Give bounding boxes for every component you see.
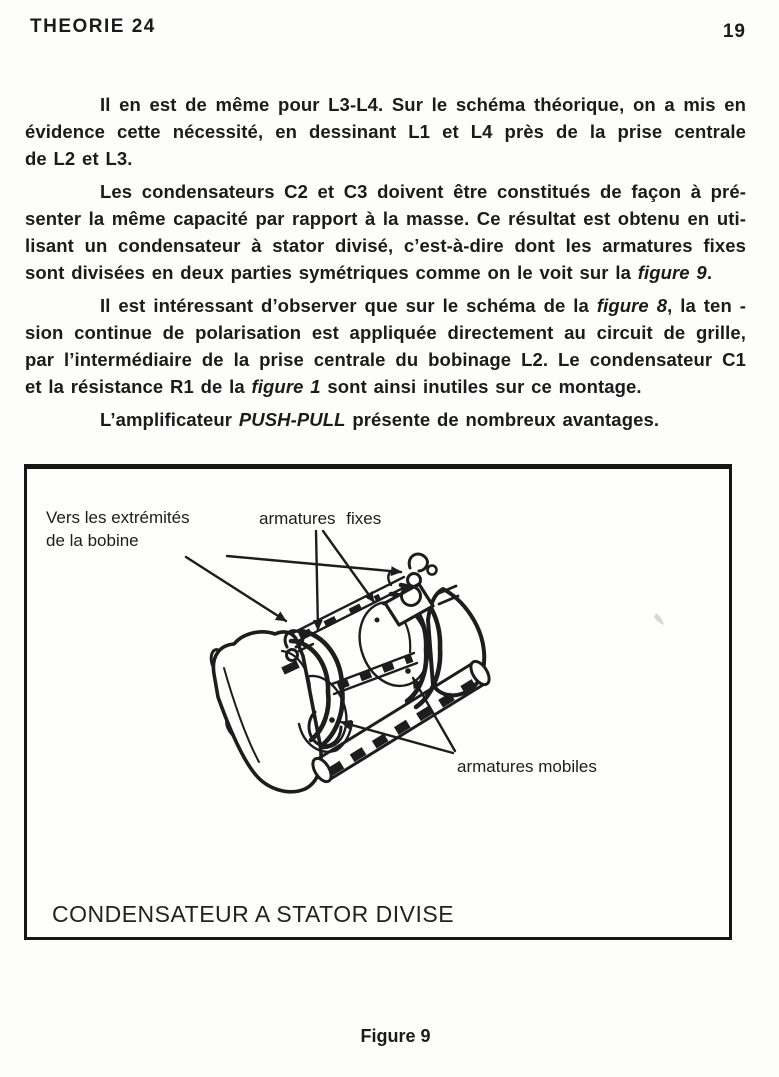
text-line: Il est intéressant d’observer que sur le schéma de la figure 8, la ten - (100, 295, 747, 316)
label-moving-plates: armatures mobiles (457, 757, 597, 776)
text-line: sont divisées en deux parties symétriques comme on le voit sur la figure 9. (25, 262, 713, 283)
page-number: 19 (722, 21, 746, 42)
figure-caption: Figure 9 (360, 1026, 431, 1046)
paragraph (25, 178, 746, 286)
text-line: et la résistance R1 de la figure 1 sont ainsi inutiles sur ce montage. (25, 376, 642, 397)
paragraph (25, 91, 746, 172)
page-header-title: THEORIE 24 (30, 16, 156, 37)
label-coil-ends-line2: de la bobine (46, 531, 139, 550)
leader-fixed-left (316, 531, 318, 630)
text-line: Il en est de même pour L3-L4. Sur le schéma théorique, on a mis en (100, 94, 746, 115)
text-line: évidence cette nécessité, en dessinant L1 et L4 près de la prise centrale (25, 121, 746, 142)
label-coil-ends-line1: Vers les extrémités (46, 508, 190, 527)
leader-coil-end-left (186, 557, 286, 621)
paragraph (25, 292, 746, 400)
text-line: de L2 et L3. (25, 148, 133, 169)
label-fixed-plates: armatures fixes (259, 509, 382, 528)
text-line: Les condensateurs C2 et C3 doivent être constitués de façon à pré- (100, 181, 746, 202)
text-line: L’amplificateur PUSH-PULL présente de nombreux avantages. (100, 409, 660, 430)
label-coil-ends (46, 506, 190, 552)
figure-title: CONDENSATEUR A STATOR DIVISE (52, 901, 455, 927)
leader-coil-end-right (227, 556, 401, 572)
text-line: senter la même capacité par rapport à la masse. Ce résultat est obtenu en uti- (25, 208, 746, 229)
text-line: sion continue de polarisation est appliquée directement au circuit de grille, (25, 322, 746, 343)
paragraph (25, 406, 746, 433)
text-line: par l’intermédiaire de la prise centrale du bobinage L2. Le condensateur C1 (25, 349, 746, 370)
body-text (25, 91, 746, 433)
text-line: lisant un condensateur à stator divisé, c’est-à-dire dont les armatures fixes (25, 235, 746, 256)
